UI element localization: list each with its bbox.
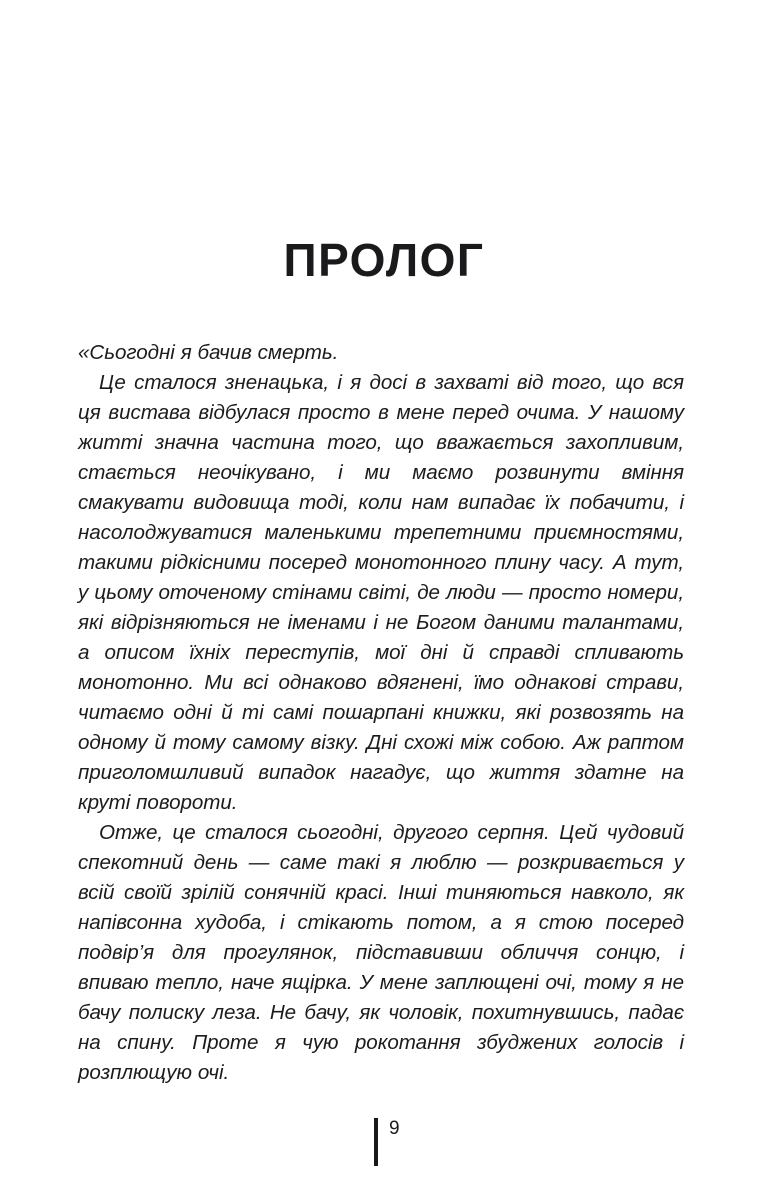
page-title: ПРОЛОГ (283, 233, 485, 286)
body-text-block (78, 338, 684, 1088)
paragraph: «Сьогодні я бачив смерть. (78, 341, 339, 364)
paragraph: Отже, це сталося сьогодні, другого серпня. Цей чудовий спекотний день — саме такі я люблю — розкривається у всій своїй зрілій сонячній красі. Інші тиняються навколо, як напівсонна худоба, і стікають потом, а я стою посеред подвір’я для прогулянок, підставивши обличчя сонцю, і впиваю тепло, наче ящірка. У мене заплющені очі, тому я не бачу полиску леза. Не бачу, як чоловік, похитнувшись, падає на спину. Проте я чую рокотання збуджених голосів і розплющую очі. (78, 821, 684, 1084)
page-number: 9 (389, 1118, 400, 1139)
paragraph: Це сталося зненацька, і я досі в захваті від того, що вся ця вистава відбулася просто в мене перед очима. У нашому житті значна частина того, що вважається захопливим, стається неочікувано, і ми маємо розвинути вміння смакувати видовища тоді, коли нам випадає їх побачити, і насолоджуватися маленькими трепетними приємностями, такими рідкісними посеред монотонного плину часу. А тут, у цьому оточеному стінами світі, де люди — просто номери, які відрізняються не іменами і не Богом даними талантами, а описом їхніх переступів, мої дні й справді спливають монотонно. Ми всі однаково вдягнені, їмо однакові страви, читаємо одні й ті самі пошарпані книжки, які розвозять на одному й тому самому візку. Дні схожі між собою. Аж раптом приголомшливий випадок нагадує, що життя здатне на круті повороти. (78, 371, 684, 814)
page-footer (374, 1117, 400, 1167)
folio-divider (374, 1118, 378, 1166)
